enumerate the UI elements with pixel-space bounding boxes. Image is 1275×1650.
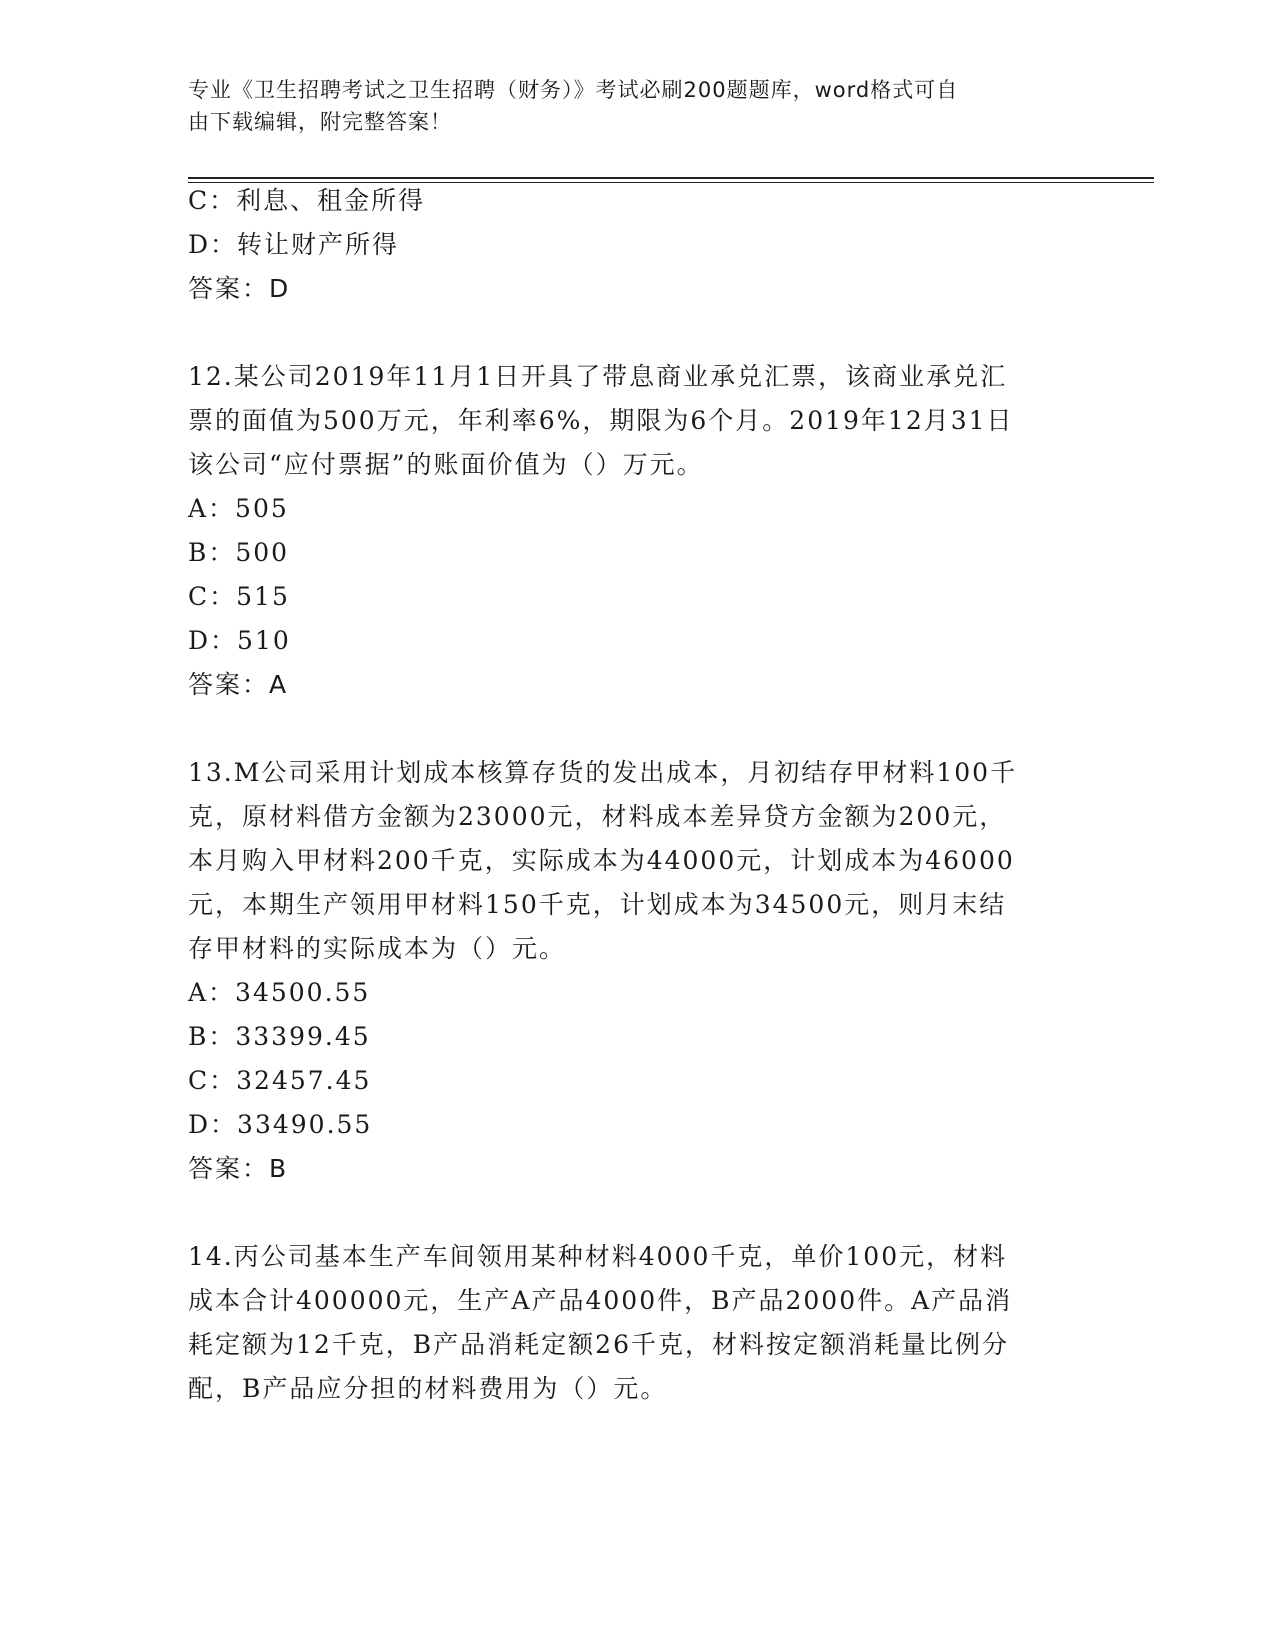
- header-line-2: 由下载编辑，附完整答案！: [188, 110, 452, 134]
- page-header: [188, 74, 1068, 138]
- q12-option-c: C：515: [188, 582, 290, 611]
- q14-stem-line-3: 耗定额为12千克，B产品消耗定额26千克，材料按定额消耗量比例分: [188, 1330, 1009, 1359]
- q12-stem-line-2: 票的面值为500万元，年利率6%，期限为6个月。2019年12月31日: [188, 406, 1014, 435]
- q13-stem-line-3: 本月购入甲材料200千克，实际成本为44000元，计划成本为46000: [188, 846, 1015, 875]
- q13-option-c: C：32457.45: [188, 1066, 372, 1095]
- q12-stem-line-1: 12.某公司2019年11月1日开具了带息商业承兑汇票，该商业承兑汇: [188, 362, 1008, 391]
- q13-stem-line-2: 克，原材料借方金额为23000元，材料成本差异贷方金额为200元，: [188, 802, 1007, 831]
- prev-option-d: D：转让财产所得: [188, 230, 400, 259]
- q12-option-d: D：510: [188, 626, 291, 655]
- q12-option-a: A：505: [188, 494, 289, 523]
- q14-stem-line-2: 成本合计400000元，生产A产品4000件，B产品2000件。A产品消: [188, 1286, 1013, 1315]
- prev-option-c: C：利息、租金所得: [188, 186, 426, 215]
- q13-stem-line-4: 元，本期生产领用甲材料150千克，计划成本为34500元，则月末结: [188, 890, 1007, 919]
- q13-option-d: D：33490.55: [188, 1110, 373, 1139]
- header-divider-thick: [188, 177, 1154, 179]
- q13-option-a: A：34500.55: [188, 978, 371, 1007]
- prev-answer: 答案：D: [188, 274, 291, 303]
- q12-answer: 答案：A: [188, 670, 289, 699]
- header-divider-thin: [188, 182, 1154, 183]
- q13-stem-line-5: 存甲材料的实际成本为（）元。: [188, 934, 567, 963]
- q12-stem-line-3: 该公司“应付票据”的账面价值为（）万元。: [188, 450, 704, 479]
- q12-option-b: B：500: [188, 538, 290, 567]
- header-line-1: 专业《卫生招聘考试之卫生招聘（财务）》考试必刷200题题库，word格式可自: [188, 78, 959, 102]
- q14-stem-line-4: 配，B产品应分担的材料费用为（）元。: [188, 1374, 668, 1403]
- q14-stem-line-1: 14.丙公司基本生产车间领用某种材料4000千克，单价100元，材料: [188, 1242, 1008, 1271]
- q13-stem-line-1: 13.M公司采用计划成本核算存货的发出成本，月初结存甲材料100千: [188, 758, 1018, 787]
- q13-answer: 答案：B: [188, 1154, 289, 1183]
- q13-option-b: B：33399.45: [188, 1022, 371, 1051]
